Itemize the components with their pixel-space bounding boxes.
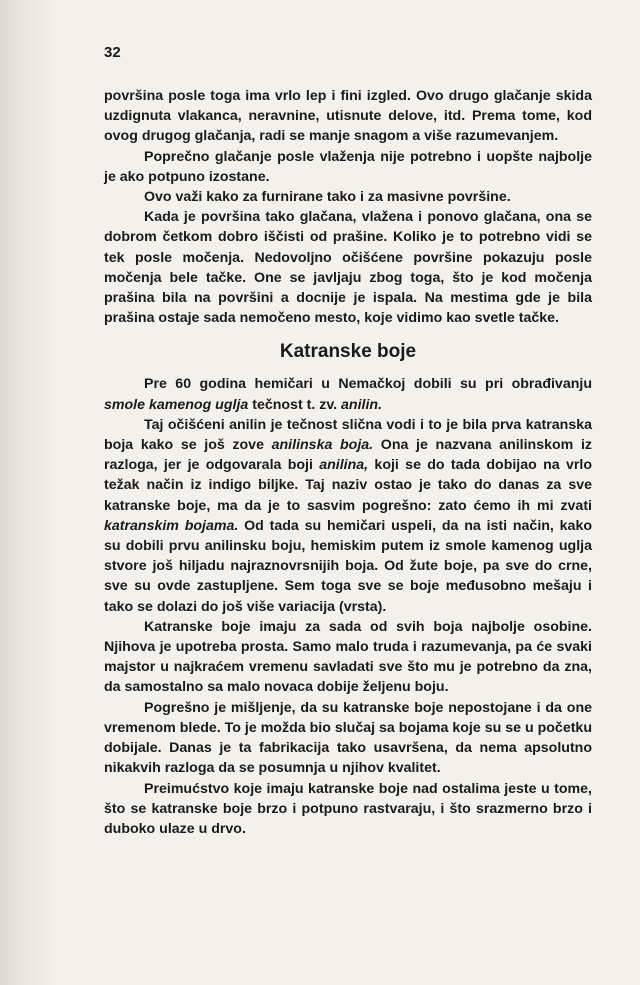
text-run: Ona je nazvana anilinskom iz razloga, jer je odgovarala boji [104,437,592,474]
text-run: koji se do tada dobijao na vrlo težak način iz indigo biljke. Taj naziv ostao je tako do danas za sve katranske boje, ma da je to sasvim pogrešno: zato ćemo ih mi zvati [104,457,592,514]
section-heading: Katranske boje [279,341,417,363]
paragraph [104,415,592,617]
italic-term: katranskim bojama. [104,517,239,534]
text-run: tečnost t. zv. [248,396,342,413]
italic-term: anilina, [319,457,369,474]
text-run: Od tada su hemičari uspeli, da na isti način, kako su dobili prvu anilinsku boju, hemiskim putem iz smole kamenog uglja stvore još hiljadu najraznovrsnijih boja. Od žute boje, pa sve do crne, sve su ovde zastupljene. Sem toga sve se boje međusobno mešaju i tako se dolazi do još više variacija (vrsta). [104,517,592,615]
italic-term: anilin. [341,396,383,413]
text-run: Taj očišćeni anilin je tečnost slična vodi i to je bila prva katranska boja kako se još zove [104,416,592,454]
page-number: 32 [104,44,121,61]
paragraph: Poprečno glačanje posle vlaženja nije potrebno i uopšte najbolje je ako potpuno izostane. [104,148,592,185]
paragraph: Pogrešno je mišljenje, da su katranske boje nepostojane i da one vremenom blede. To je možda bio slučaj sa bojama koje su se u početku dobijale. Danas je ta fabrikacija tako usavršena, da nema apsolutno nikakvih razloga da se posumnja u njihov kvalitet. [104,699,592,777]
paragraph: Preimućstvo koje imaju katranske boje nad ostalima jeste u tome, što se katranske boje brzo i potpuno rastvaraju, i što srazmerno brzo i duboko ulaze u drvo. [104,780,592,837]
text-run: Pre 60 godina hemičari u Nemačkoj dobili su pri obrađivanju [144,376,592,393]
paragraph: Kada je površina tako glačana, vlažena i ponovo glačana, ona se dobrom četkom dobro iščisti od prašine. Koliko je to potrebno vidi se tek posle močenja. Nedovoljno očišćene površine pokazuju posle močenja bele tačke. One se javljaju zbog toga, što je kod močenja prašina bila na površini a docnije je ispala. Na mestima gde je bila prašina ostaje sada nemočeno mesto, koje vidimo kao svetle tačke. [104,209,592,327]
italic-term: smole kamenog uglja [104,396,249,413]
italic-term: anilinska boja. [271,437,374,454]
body-text [104,86,592,839]
paragraph: Katranske boje imaju za sada od svih boja najbolje osobine. Njihova je upotreba prosta. Samo malo truda i razumevanja, pa će svaki majstor u najkraćem vremenu savladati sve što mu je potrebno da zna, da samostalno sa malo novaca dobije željenu boju. [104,618,592,696]
paragraph: Ovo važi kako za furnirane tako i za masivne površine. [144,189,511,206]
paragraph: površina posle toga ima vrlo lep i fini izgled. Ovo drugo glačanje skida uzdignuta vlakanca, neravnine, utisnute delove, itd. Prema tome, kod ovog drugog glačanja, radi se manje snagom a više razumevanjem. [104,88,592,145]
paragraph [104,374,592,414]
